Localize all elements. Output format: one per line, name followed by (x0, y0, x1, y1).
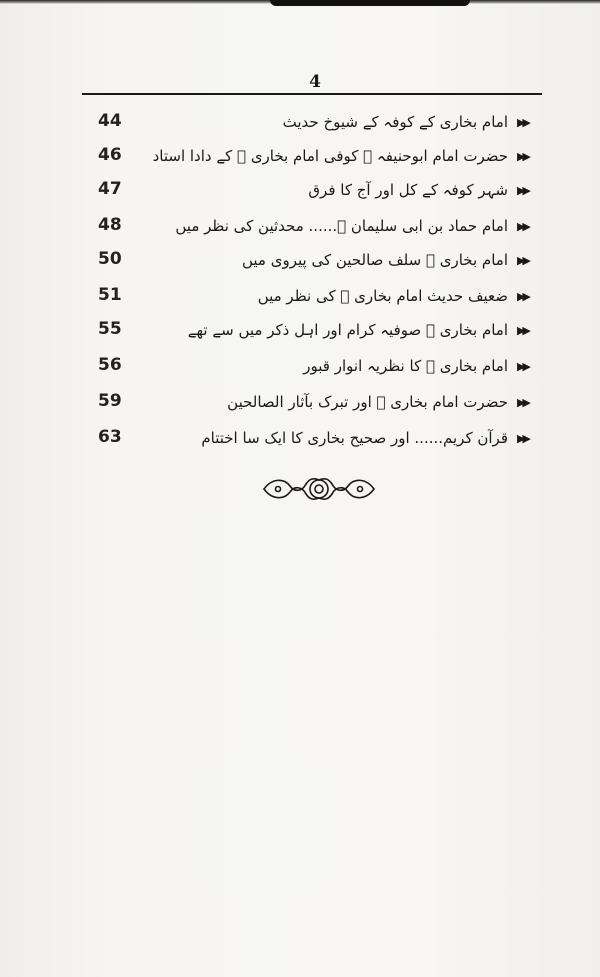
double-arrow-bullet-icon: ◀◀ (520, 184, 531, 197)
double-arrow-bullet-icon: ◀◀ (520, 254, 531, 267)
toc-entry-title: شہر کوفہ کے کل اور آج کا فرق (308, 181, 508, 199)
page-number: 4 (309, 72, 321, 92)
decorative-ornament-icon (258, 472, 380, 506)
toc-page-number: 44 (98, 111, 122, 131)
toc-entry-title: حضرت امام ابوحنیفہ ﷫ کوفی امام بخاری ﷫ کے دادا استاد (152, 147, 508, 165)
toc-page-number: 47 (98, 179, 122, 199)
double-arrow-bullet-icon: ◀◀ (520, 116, 531, 129)
double-arrow-bullet-icon: ◀◀ (520, 396, 531, 409)
toc-entry (80, 316, 550, 350)
double-arrow-bullet-icon: ◀◀ (520, 220, 531, 233)
toc-page-number: 63 (98, 427, 122, 447)
toc-entry-title: امام بخاری کے کوفہ کے شیوخ حدیث (282, 113, 508, 131)
toc-page-number: 55 (98, 319, 122, 339)
toc-entry (80, 212, 550, 246)
toc-entry (80, 352, 550, 386)
toc-entry (80, 108, 550, 142)
toc-entry-title: حضرت امام بخاری ﷫ اور تبرک بآثار الصالحین (227, 393, 508, 411)
toc-entry-title: امام بخاری ﷫ صوفیہ کرام اور اہل ذکر میں سے تھے (187, 321, 508, 339)
double-arrow-bullet-icon: ◀◀ (520, 290, 531, 303)
header-rule (82, 93, 542, 95)
toc-entry-title: امام بخاری ﷫ سلف صالحین کی پیروی میں (241, 251, 508, 269)
toc-page-number: 51 (98, 285, 122, 305)
toc-entry-title: ضعیف حدیث امام بخاری ﷫ کی نظر میں (257, 287, 508, 305)
toc-entry (80, 388, 550, 422)
double-arrow-bullet-icon: ◀◀ (520, 324, 531, 337)
double-arrow-bullet-icon: ◀◀ (520, 150, 531, 163)
toc-page-number: 59 (98, 391, 122, 411)
page-top-edge (0, 0, 600, 4)
toc-entry (80, 282, 550, 316)
toc-page-number: 46 (98, 145, 122, 165)
toc-entry (80, 176, 550, 210)
double-arrow-bullet-icon: ◀◀ (520, 432, 531, 445)
toc-entry (80, 246, 550, 280)
toc-page-number: 50 (98, 249, 122, 269)
toc-entry-title: امام بخاری ﷫ کا نظریہ انوار قبور (303, 357, 508, 375)
toc-entry-title: امام حماد بن ابی سلیمان ﷫...... محدثین کی نظر میں (175, 217, 508, 235)
toc-entry-title: قرآن کریم...... اور صحیح بخاری کا ایک سا اختتام (201, 429, 508, 447)
double-arrow-bullet-icon: ◀◀ (520, 360, 531, 373)
toc-page-number: 56 (98, 355, 122, 375)
toc-page-number: 48 (98, 215, 122, 235)
toc-entry (80, 142, 550, 176)
toc-entry (80, 424, 550, 458)
